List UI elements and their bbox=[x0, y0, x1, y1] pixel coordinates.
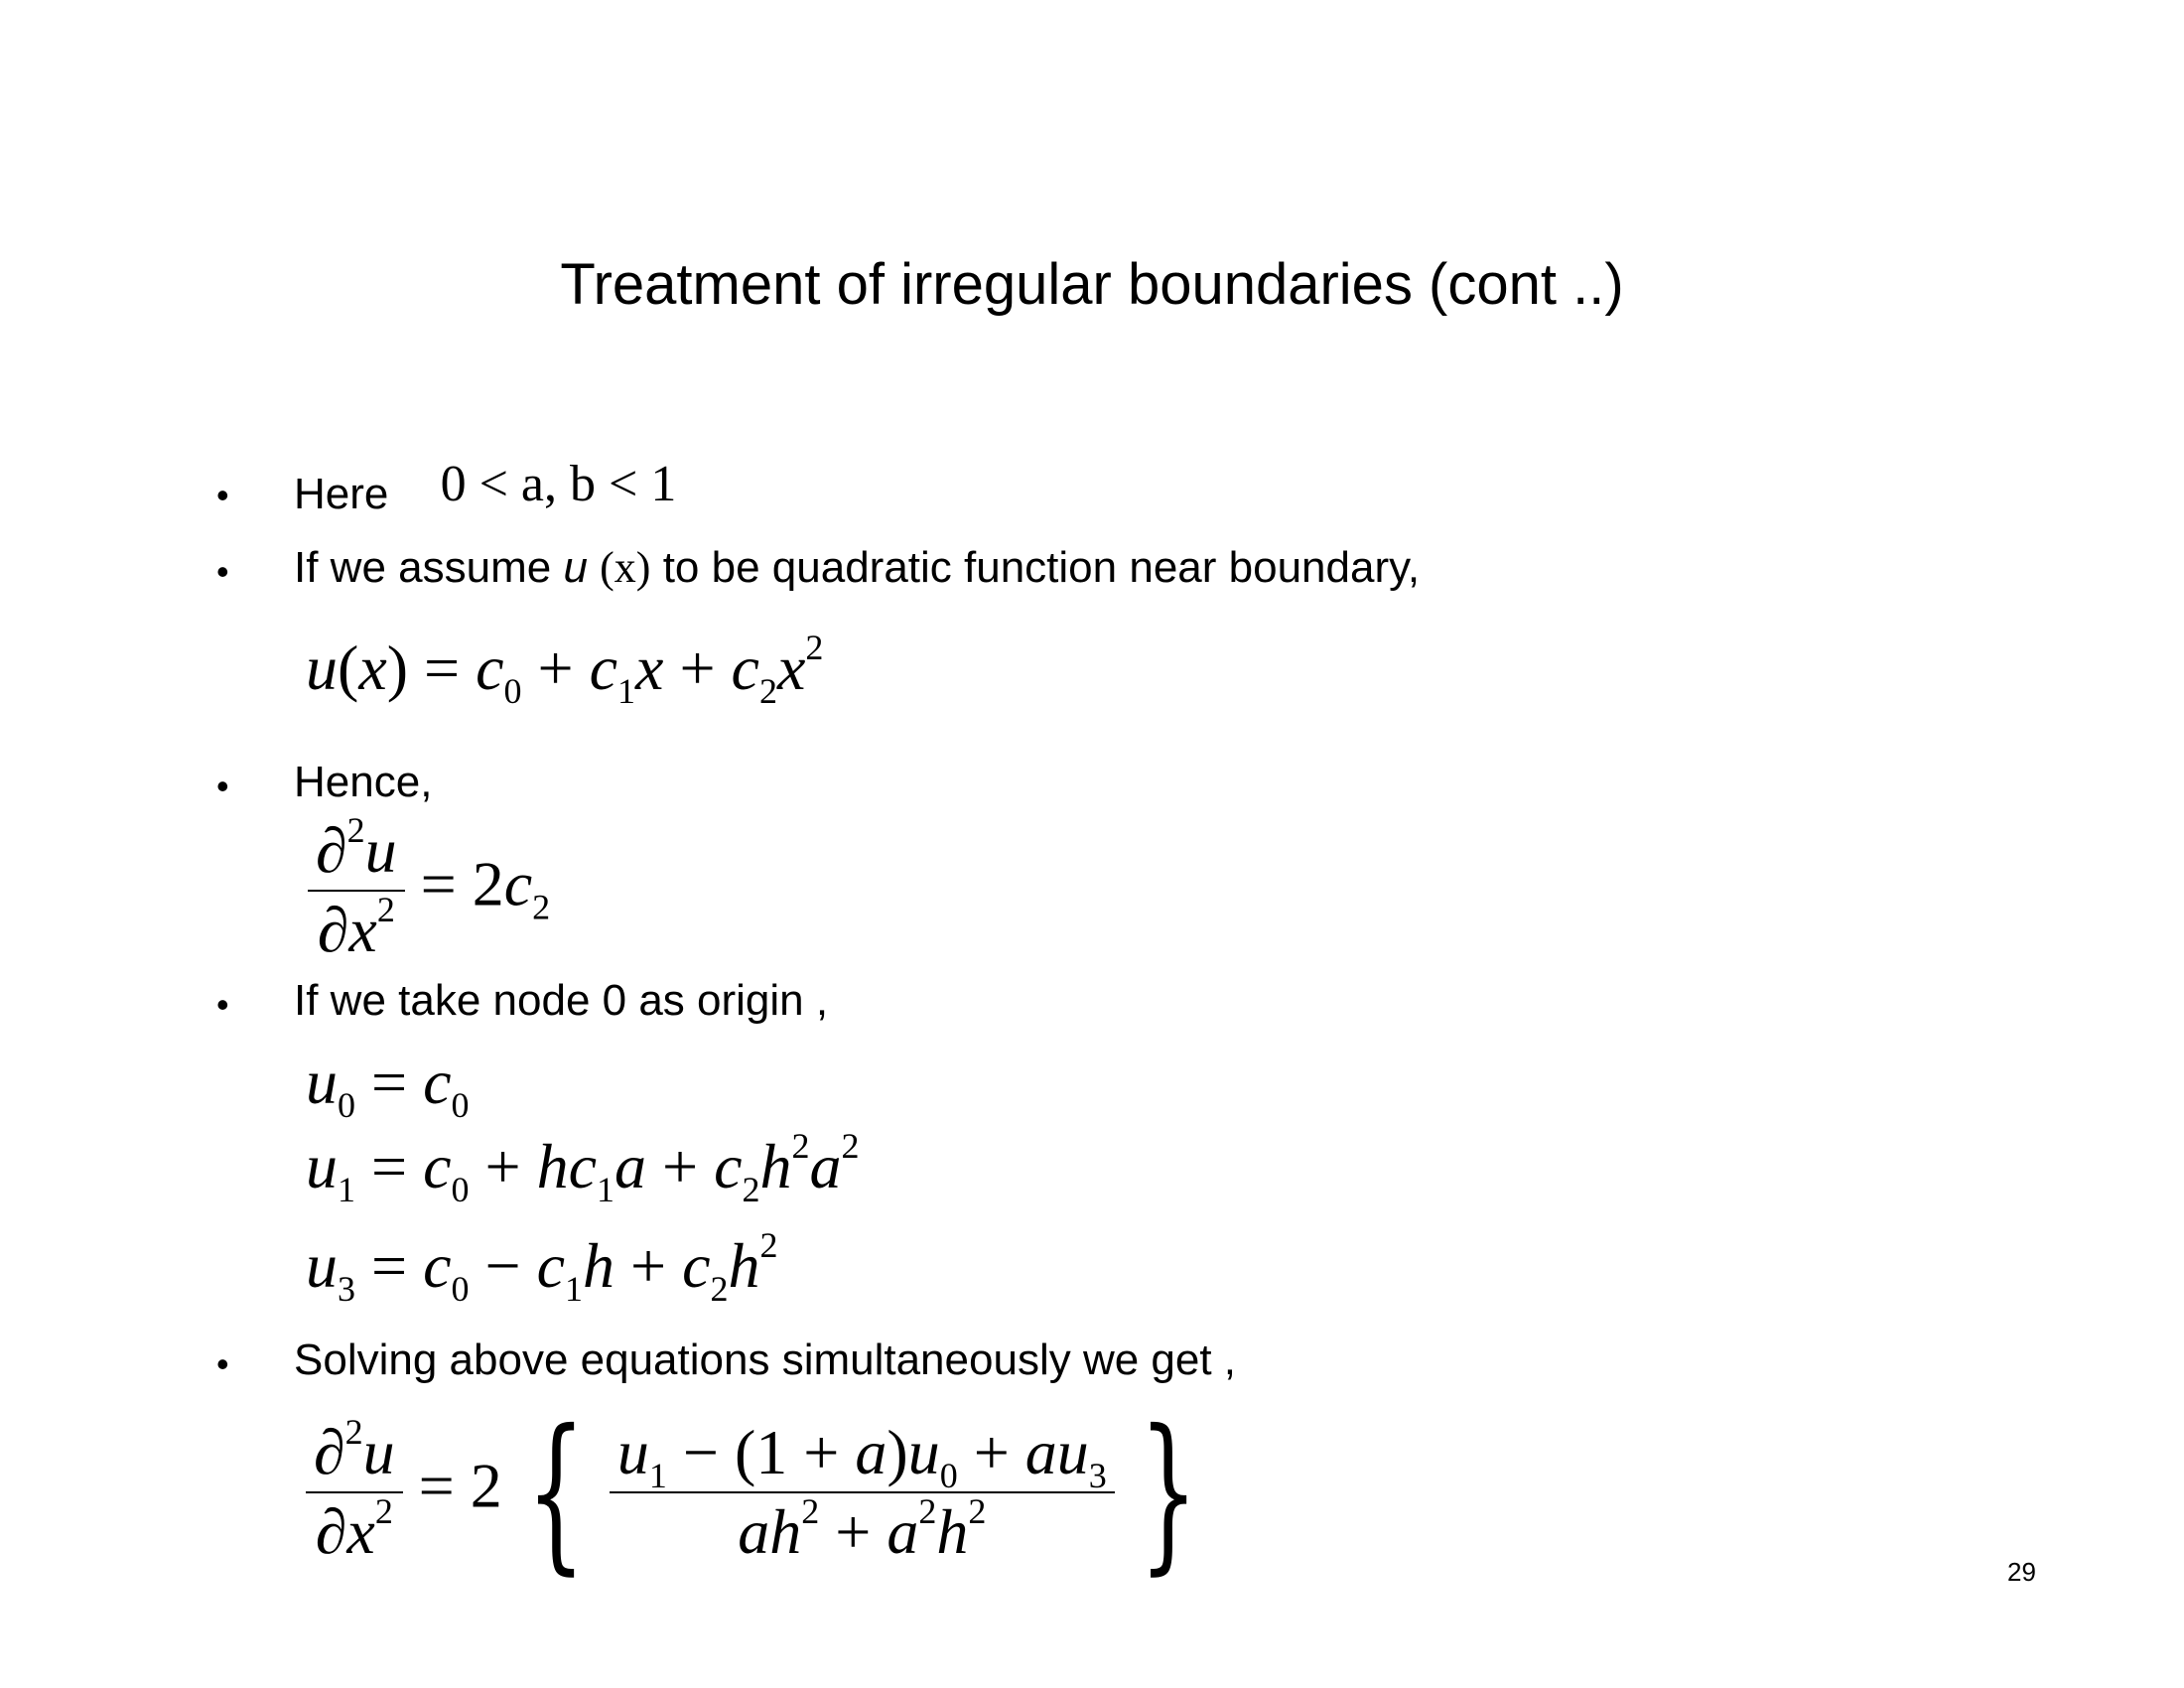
fraction-d2u-dx2-result: $\frac{\partial^2u}{\partial x^2}$ bbox=[306, 1414, 403, 1571]
fraction-d2u-dx2: $\frac{\partial^2u}{\partial x^2}$ bbox=[308, 812, 405, 969]
bullet-marker: • bbox=[216, 984, 229, 1025]
bullet-origin: If we take node 0 as origin , bbox=[294, 976, 829, 1025]
equation-result: $\frac{\partial^2u}{\partial x^2}$ = 2 { $\frac{u_1 - (1 + a)u_0 + au_3}{ah^2 + a^2h^2}$ } bbox=[306, 1408, 1222, 1577]
bullet-here-text: Here bbox=[294, 470, 389, 518]
left-brace: { bbox=[526, 1394, 586, 1591]
equation-quadratic: $u(x) = c_0 + c_1x + c_2x^2$ bbox=[306, 628, 824, 711]
bullet-assume-var: u bbox=[563, 543, 588, 592]
bullet-marker: • bbox=[216, 1343, 229, 1384]
range-inequality: 0 < a, b < 1 bbox=[440, 456, 677, 512]
equation-u1: $u_1 = c_0 + hc_1a + c_2h^2a^2$ bbox=[306, 1126, 860, 1209]
equation-second-derivative: $\frac{\partial^2u}{\partial x^2}$ = $2c_2$ bbox=[308, 812, 550, 969]
bullet-marker: • bbox=[216, 766, 229, 806]
right-brace: } bbox=[1139, 1394, 1198, 1591]
slide-title: Treatment of irregular boundaries (cont ..) bbox=[560, 252, 1624, 317]
equation-u0: $u_0 = c_0$ bbox=[306, 1047, 470, 1125]
page-number: 29 bbox=[2007, 1557, 2036, 1587]
bullet-marker: • bbox=[216, 551, 229, 592]
bullet-marker: • bbox=[216, 475, 229, 515]
bullet-here bbox=[294, 456, 677, 520]
bullet-hence: Hence, bbox=[294, 758, 433, 806]
fraction-result-body: $\frac{u_1 - (1 + a)u_0 + au_3}{ah^2 + a^2h^2}$ bbox=[610, 1414, 1115, 1571]
equation-u3: $u_3 = c_0 - c_1h + c_2h^2$ bbox=[306, 1225, 778, 1309]
bullet-assume bbox=[294, 542, 1420, 594]
bullet-assume-prefix: If we assume bbox=[294, 543, 564, 592]
bullet-assume-arg: (x) bbox=[600, 543, 651, 592]
bullet-assume-suffix: to be quadratic function near boundary, bbox=[650, 543, 1421, 592]
bullet-solving: Solving above equations simultaneously we get , bbox=[294, 1336, 1237, 1384]
